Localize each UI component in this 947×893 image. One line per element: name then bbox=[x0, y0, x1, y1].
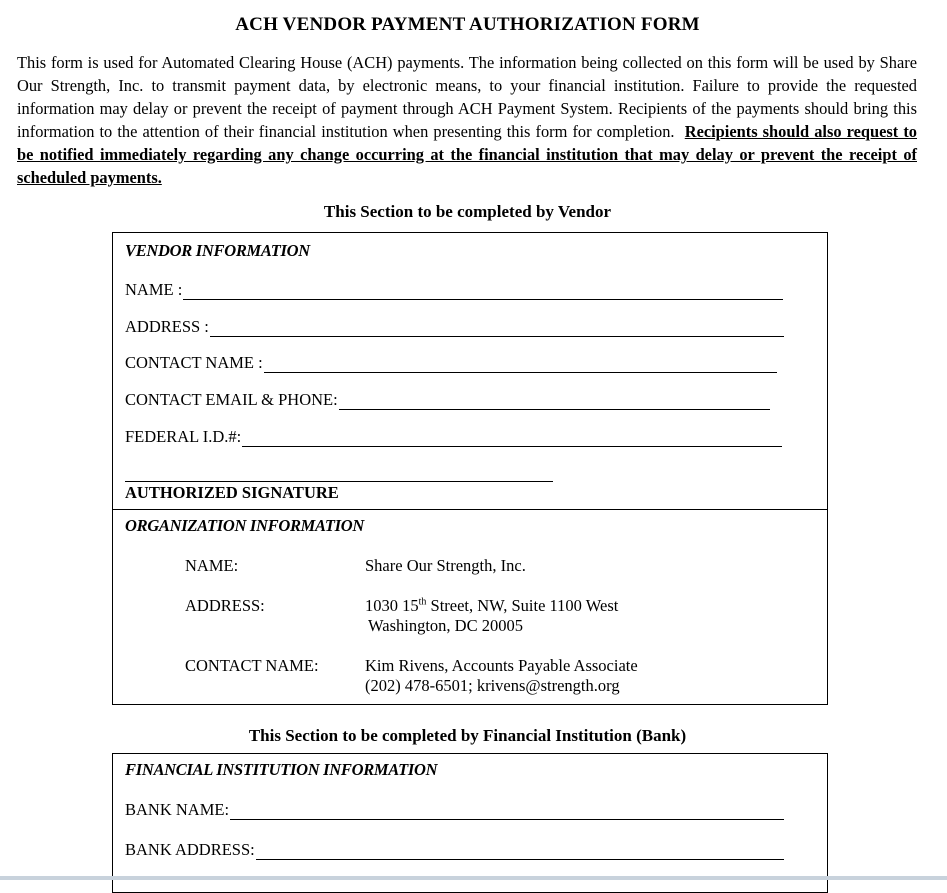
org-contact-value: Kim Rivens, Accounts Payable Associate bbox=[365, 656, 638, 675]
vendor-address-line[interactable] bbox=[210, 320, 784, 337]
bank-info-box bbox=[112, 753, 828, 893]
vendor-address-field[interactable] bbox=[125, 317, 784, 337]
bank-section-title: This Section to be completed by Financial Institution (Bank) bbox=[248, 726, 687, 745]
vendor-name-label: NAME : bbox=[125, 280, 183, 299]
org-address-line2: Washington, DC 20005 bbox=[368, 616, 523, 635]
vendor-contact-email-phone-label: CONTACT EMAIL & PHONE: bbox=[125, 390, 338, 409]
vendor-info-heading: VENDOR INFORMATION bbox=[125, 241, 310, 260]
vendor-contact-name-line[interactable] bbox=[264, 356, 777, 373]
org-address-number: 1030 15 bbox=[365, 596, 419, 615]
vendor-address-label: ADDRESS : bbox=[125, 317, 209, 336]
bank-address-label: BANK ADDRESS: bbox=[125, 840, 255, 859]
org-contact-label: CONTACT NAME: bbox=[185, 656, 319, 675]
vendor-federal-id-label: FEDERAL I.D.#: bbox=[125, 427, 242, 446]
vendor-org-box bbox=[112, 232, 828, 705]
page-bottom-edge bbox=[0, 876, 947, 880]
org-address-street: Street, NW, Suite 1100 West bbox=[426, 596, 619, 615]
vendor-federal-id-field[interactable] bbox=[125, 427, 782, 447]
org-address-label: ADDRESS: bbox=[185, 596, 265, 615]
intro-text: This form is used for Automated Clearing House (ACH) payments. The information being collected on this form will be used by Share Our Strength, Inc. to transmit payment data, by electronic means, to your financial institution. Failure to provide the requested information may delay or prevent the receipt of payment through ACH Payment System. Recipients of the payments should bring this information to the attention of their financial institution when presenting this form for completion. bbox=[17, 53, 917, 141]
org-contact-detail: (202) 478-6501; krivens@strength.org bbox=[365, 676, 620, 695]
organization-info-heading: ORGANIZATION INFORMATION bbox=[125, 516, 364, 535]
vendor-contact-email-phone-line[interactable] bbox=[339, 393, 770, 410]
vendor-name-field[interactable] bbox=[125, 280, 783, 300]
vendor-contact-name-field[interactable] bbox=[125, 353, 777, 373]
bank-address-line[interactable] bbox=[256, 843, 784, 860]
vendor-contact-name-label: CONTACT NAME : bbox=[125, 353, 263, 372]
bank-address-field[interactable] bbox=[125, 840, 784, 860]
org-address-line1 bbox=[365, 596, 618, 616]
org-address-ordinal: th bbox=[418, 596, 427, 608]
vendor-name-line[interactable] bbox=[183, 283, 783, 300]
vendor-federal-id-line[interactable] bbox=[242, 430, 782, 447]
form-title: ACH VENDOR PAYMENT AUTHORIZATION FORM bbox=[235, 14, 700, 35]
bank-name-field[interactable] bbox=[125, 800, 784, 820]
intro-paragraph bbox=[17, 51, 917, 189]
org-name-label: NAME: bbox=[185, 556, 239, 575]
intro-emphasis: Recipients should also request to be notified immediately regarding any change occurring at the financial institution that may delay or prevent the receipt of scheduled payments. bbox=[17, 122, 918, 187]
bank-info-heading: FINANCIAL INSTITUTION INFORMATION bbox=[125, 760, 438, 779]
section-divider bbox=[113, 509, 827, 510]
org-name-value: Share Our Strength, Inc. bbox=[365, 556, 526, 575]
vendor-section-title: This Section to be completed by Vendor bbox=[323, 202, 612, 221]
authorized-signature-line[interactable] bbox=[125, 465, 553, 482]
bank-name-label: BANK NAME: bbox=[125, 800, 230, 819]
vendor-contact-email-phone-field[interactable] bbox=[125, 390, 770, 410]
authorized-signature-label: AUTHORIZED SIGNATURE bbox=[125, 483, 339, 502]
bank-name-line[interactable] bbox=[230, 803, 784, 820]
